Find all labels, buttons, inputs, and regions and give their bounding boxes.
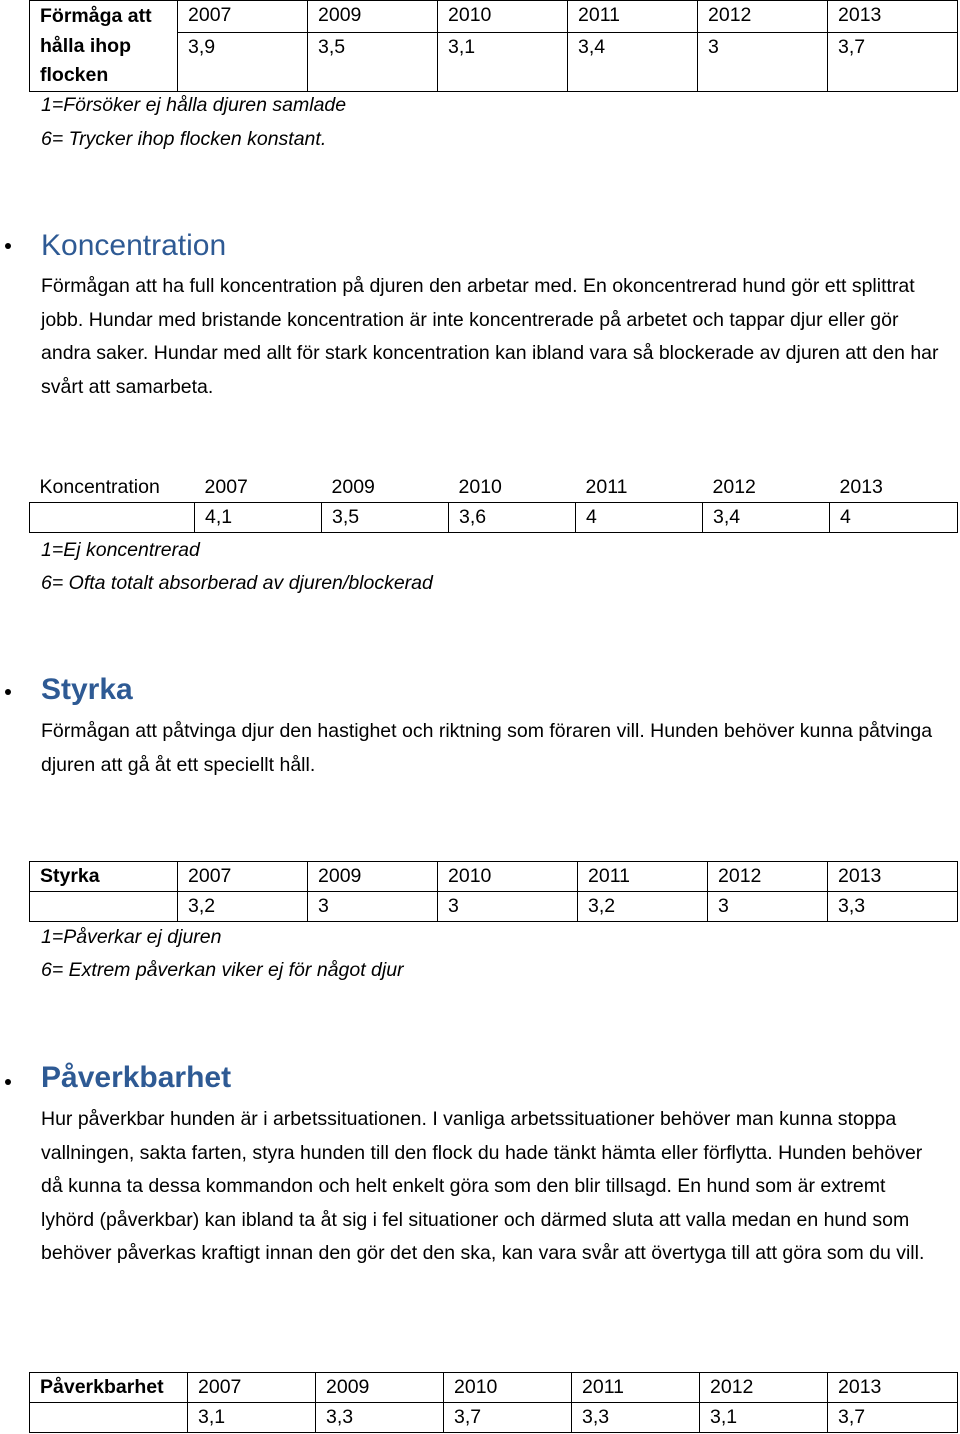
bullet-icon (5, 1079, 11, 1085)
value-cell: 3,1 (438, 32, 568, 91)
value-cell: 3,7 (444, 1403, 572, 1433)
paverkbarhet-paragraph: Hur påverkbar hunden är i arbetssituationen. I vanliga arbetssituationer behöver man kunna stoppa vallningen, sakta farten, styra hunden till den flock du hade tänkt hämta eller förflytta. Hunden behöver då kunna ta dessa kommandon och helt enkelt göra som den blir tillsagd. En hund som är extremt lyhörd (påverkbar) kan ibland ta åt sig i fel situationer och därmed sluta att valla medan en hund som behöver påverkas kraftigt innan den gör det den ska, kan vara svår att övertyga till att göra som du vill. (41, 1108, 925, 1264)
styrka-scale-low: 1=Påverkar ej djuren (41, 926, 222, 948)
empty-cell (30, 1403, 188, 1433)
koncentration-table (29, 473, 958, 533)
value-cell: 3,1 (188, 1403, 316, 1433)
year-cell: 2011 (572, 1373, 700, 1403)
year-cell: 2007 (178, 862, 308, 892)
empty-cell (30, 892, 178, 922)
value-cell: 3,7 (828, 1403, 958, 1433)
value-cell: 3,5 (322, 503, 449, 533)
paverkbarhet-heading: Påverkbarhet (41, 1061, 232, 1094)
koncentration-table-label: Koncentration (39, 476, 160, 498)
year-cell: 2012 (698, 1, 828, 33)
value-cell: 3,2 (178, 892, 308, 922)
value-cell: 3,3 (572, 1403, 700, 1433)
value-cell: 4 (576, 503, 703, 533)
year-cell: 2007 (204, 476, 248, 498)
koncentration-paragraph: Förmågan att ha full koncentration på djuren den arbetar med. En okoncentrerad hund gör ett splittrat jobb. Hundar med bristande koncentration är inte koncentrerade på arbetet och tappar djur eller gör andra saker. Hundar med allt för stark koncentration kan ibland vara så blockerade av djuren att den har svårt att samarbeta. (41, 275, 939, 398)
year-cell: 2013 (828, 862, 958, 892)
year-cell: 2007 (188, 1373, 316, 1403)
value-cell: 3,4 (568, 32, 698, 91)
year-cell: 2011 (578, 862, 708, 892)
year-cell: 2011 (568, 1, 698, 33)
year-cell: 2013 (828, 1, 958, 33)
value-cell: 3 (308, 892, 438, 922)
value-cell: 3,7 (828, 32, 958, 91)
value-cell: 3,6 (449, 503, 576, 533)
year-cell: 2013 (839, 476, 883, 498)
styrka-table (29, 861, 958, 922)
value-cell: 3,3 (316, 1403, 444, 1433)
year-cell: 2012 (712, 476, 756, 498)
styrka-table-label: Styrka (30, 862, 178, 892)
year-cell: 2010 (444, 1373, 572, 1403)
year-cell: 2009 (316, 1373, 444, 1403)
styrka-heading: Styrka (41, 673, 133, 706)
year-cell: 2010 (438, 1, 568, 33)
koncentration-scale-low: 1=Ej koncentrerad (41, 539, 200, 561)
koncentration-scale-high: 6= Ofta totalt absorberad av djuren/blockerad (41, 572, 433, 594)
value-cell: 3 (708, 892, 828, 922)
value-cell: 3,2 (578, 892, 708, 922)
formaga-scale-high: 6= Trycker ihop flocken konstant. (41, 128, 327, 150)
year-cell: 2012 (708, 862, 828, 892)
bullet-icon (5, 243, 11, 249)
year-cell: 2009 (308, 1, 438, 33)
formaga-label: Förmåga att hålla ihop flocken (30, 1, 178, 92)
value-cell: 4 (830, 503, 958, 533)
year-cell: 2010 (438, 862, 578, 892)
year-cell: 2012 (700, 1373, 828, 1403)
bullet-icon (5, 689, 11, 695)
value-cell: 3,1 (700, 1403, 828, 1433)
value-cell: 3,4 (703, 503, 830, 533)
year-cell: 2009 (308, 862, 438, 892)
year-cell: 2007 (178, 1, 308, 33)
value-cell: 3,5 (308, 32, 438, 91)
value-cell: 4,1 (195, 503, 322, 533)
formaga-scale-low: 1=Försöker ej hålla djuren samlade (41, 94, 347, 116)
year-cell: 2013 (828, 1373, 958, 1403)
styrka-scale-high: 6= Extrem påverkan viker ej för något djur (41, 959, 404, 981)
styrka-paragraph: Förmågan att påtvinga djur den hastighet och riktning som föraren vill. Hunden behöver kunna påtvinga djuren att gå åt ett speciellt håll. (41, 720, 933, 776)
koncentration-heading: Koncentration (41, 229, 227, 262)
value-cell: 3 (438, 892, 578, 922)
year-cell: 2011 (585, 476, 628, 498)
formaga-table (29, 0, 958, 92)
value-cell: 3,3 (828, 892, 958, 922)
year-cell: 2009 (331, 476, 375, 498)
paverkbarhet-table (29, 1372, 958, 1433)
year-cell: 2010 (458, 476, 502, 498)
value-cell: 3 (698, 32, 828, 91)
paverkbarhet-table-label: Påverkbarhet (30, 1373, 188, 1403)
empty-cell (30, 503, 195, 533)
value-cell: 3,9 (178, 32, 308, 91)
